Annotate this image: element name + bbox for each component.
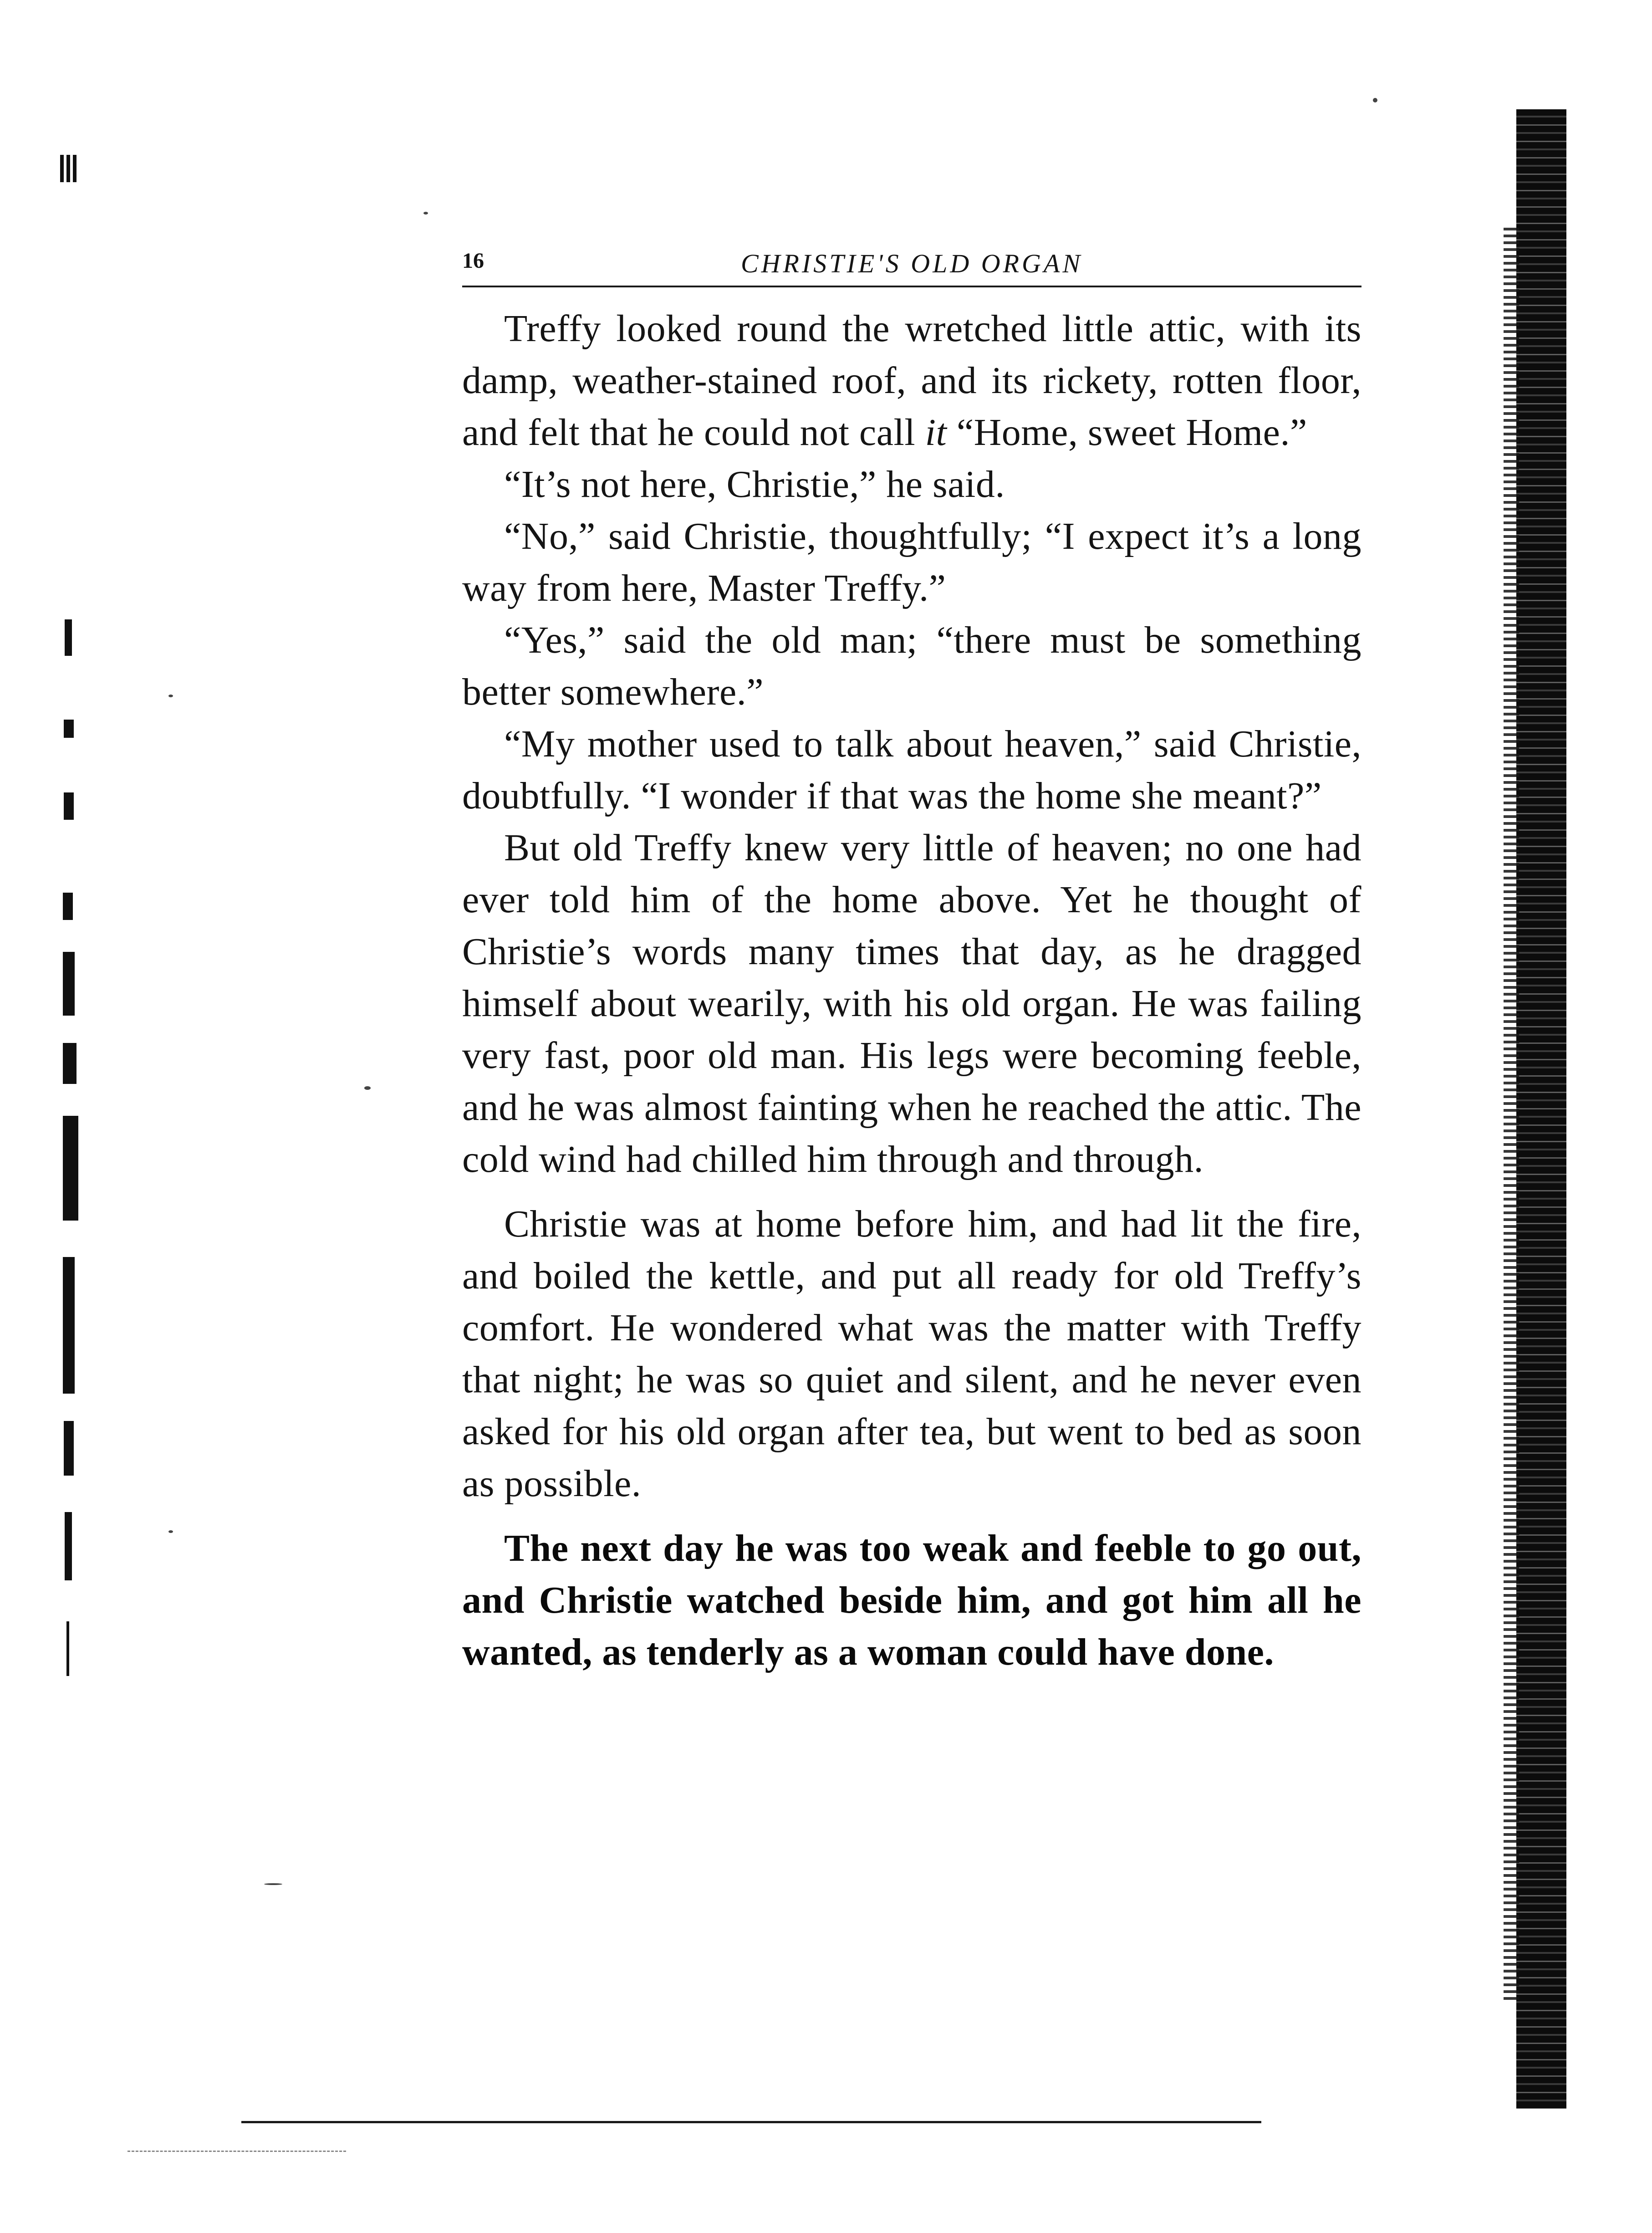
scan-speck: [168, 1530, 173, 1533]
scanned-page-edge-right: [1516, 109, 1566, 2109]
scan-bottom-dashes: [127, 2151, 346, 2152]
italic-word: it: [925, 411, 947, 454]
paragraph: But old Treffy knew very little of heaven; no one had ever told him of the home above. Yet he thought of Christie’s words many times that day, as he dragged himself about wearily, with his old organ. He was failing very fast, poor old man. His legs were becoming feeble, and he was almost fainting when he reached the attic. The cold wind had chilled him through and through.: [462, 827, 1361, 1180]
paragraph: Treffy looked round the wretched little attic, with its damp, weather-stained roof, and its rickety, rotten floor, and felt that he could not call it “Home, sweet Home.”: [462, 307, 1361, 454]
scan-speck: [423, 212, 428, 215]
body-text: [462, 303, 1361, 1678]
scan-speck: [1373, 98, 1377, 102]
paragraph: Christie was at home before him, and had lit the fire, and boiled the kettle, and put all ready for old Treffy’s comfort. He wondered what was the matter with Treffy that night; he was so quiet and silent, and he never even asked for his old organ after tea, but went to bed as soon as possible.: [462, 1203, 1361, 1505]
paragraph: “It’s not here, Christie,” he said.: [504, 463, 1005, 506]
scan-speck: [364, 1086, 371, 1090]
scan-bottom-rule: [241, 2121, 1261, 2123]
page-number: 16: [462, 249, 484, 273]
paragraph: The next day he was too weak and feeble to go out, and Christie watched beside him, and got him all he wanted, as tenderly as a woman could have done.: [462, 1527, 1361, 1673]
scanned-page-edge-left: [60, 137, 92, 2163]
running-head: CHRISTIE'S OLD ORGAN: [740, 249, 1083, 278]
scan-speck: [168, 695, 173, 697]
paragraph: “My mother used to talk about heaven,” said Christie, doubtfully. “I wonder if that was the home she meant?”: [462, 723, 1361, 817]
paragraph: “Yes,” said the old man; “there must be something better somewhere.”: [462, 619, 1361, 713]
page-header: [462, 248, 1361, 287]
paragraph: “No,” said Christie, thoughtfully; “I expect it’s a long way from here, Master Treffy.”: [462, 515, 1361, 609]
scan-speck: [264, 1883, 282, 1885]
